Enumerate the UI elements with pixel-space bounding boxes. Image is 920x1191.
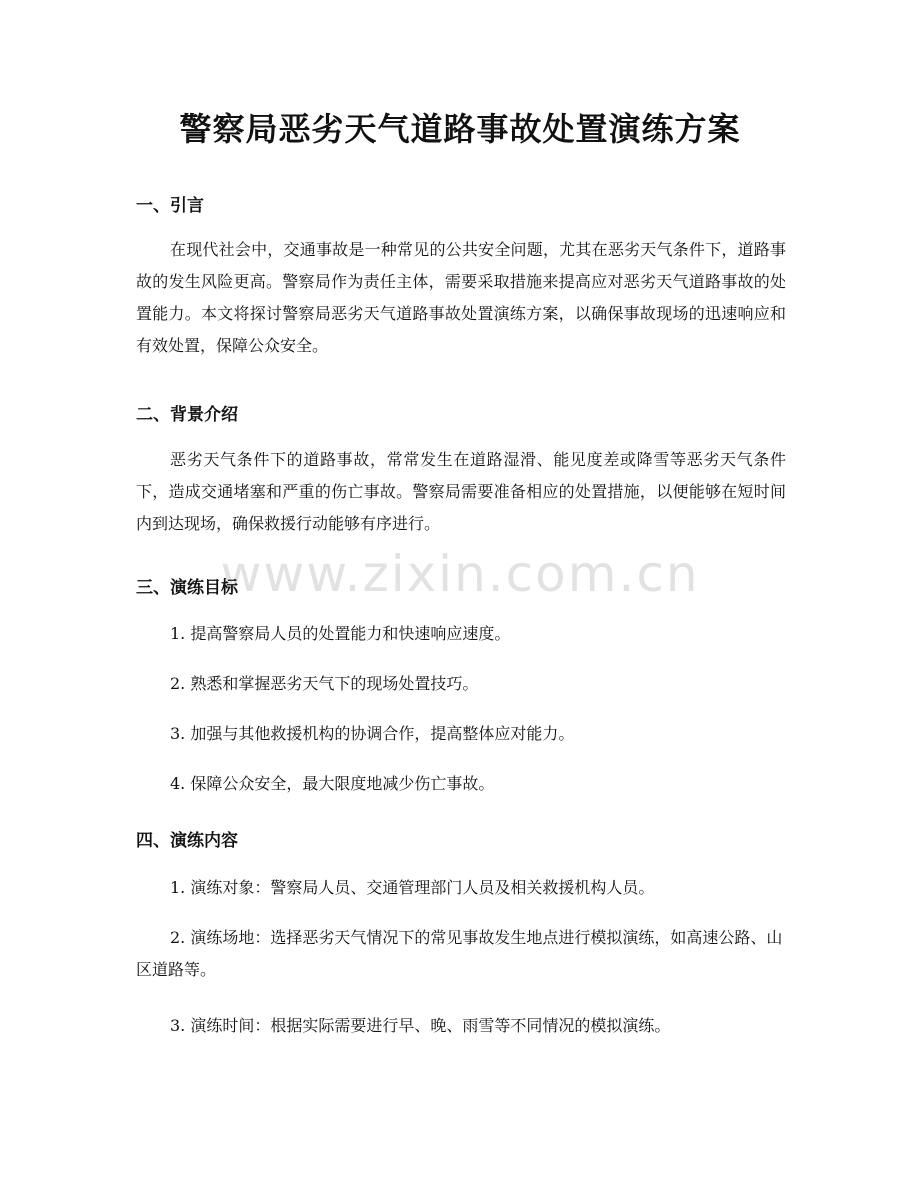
content-item-2: 2. 演练场地：选择恶劣天气情况下的常见事故发生地点进行模拟演练，如高速公路、山区道路等。	[136, 928, 783, 979]
section-heading-intro: 一、引言	[136, 196, 204, 216]
goal-item-4: 4. 保障公众安全，最大限度地减少伤亡事故。	[170, 774, 495, 793]
content-item-3: 3. 演练时间：根据实际需要进行早、晚、雨雪等不同情况的模拟演练。	[170, 1016, 671, 1035]
background-paragraph: 恶劣天气条件下的道路事故，常常发生在道路湿滑、能见度差或降雪等恶劣天气条件下，造成交通堵塞和严重的伤亡事故。警察局需要准备相应的处置措施，以便能够在短时间内到达现场，确保救援行动能够有序进行。	[136, 450, 786, 533]
section-heading-goals: 三、演练目标	[136, 578, 238, 598]
content-item-1: 1. 演练对象：警察局人员、交通管理部门人员及相关救援机构人员。	[170, 878, 655, 897]
section-heading-content: 四、演练内容	[136, 831, 238, 851]
goal-item-2: 2. 熟悉和掌握恶劣天气下的现场处置技巧。	[170, 674, 479, 693]
section-heading-background: 二、背景介绍	[136, 405, 238, 425]
watermark: www.zixin.com.cn	[220, 545, 700, 603]
goal-item-1: 1. 提高警察局人员的处置能力和快速响应速度。	[170, 624, 511, 643]
intro-paragraph: 在现代社会中，交通事故是一种常见的公共安全问题，尤其在恶劣天气条件下，道路事故的发生风险更高。警察局作为责任主体，需要采取措施来提高应对恶劣天气道路事故的处置能力。本文将探讨警察局恶劣天气道路事故处置演练方案，以确保事故现场的迅速响应和有效处置，保障公众安全。	[136, 240, 786, 355]
goal-item-3: 3. 加强与其他救援机构的协调合作，提高整体应对能力。	[170, 724, 575, 743]
document-title: 警察局恶劣天气道路事故处置演练方案	[179, 110, 741, 148]
